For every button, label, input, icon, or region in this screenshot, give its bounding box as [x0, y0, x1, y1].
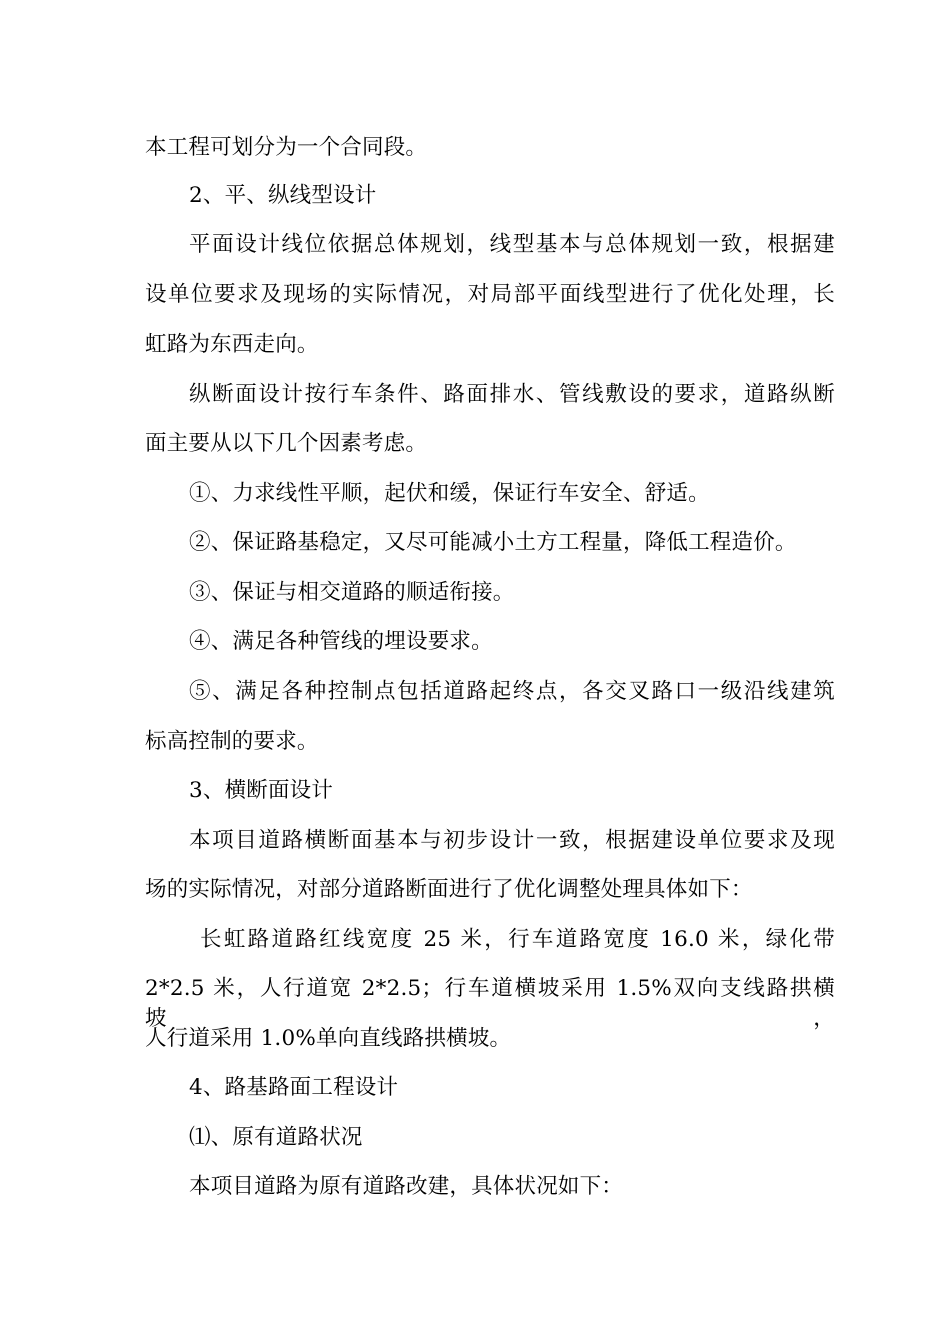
paragraph-existing-road-intro: 本项目道路为原有道路改建，具体状况如下： [189, 1174, 624, 1199]
paragraph-profile-design-line-2: 面主要从以下几个因素考虑。 [145, 431, 428, 456]
paragraph-plan-design-line-3: 虹路为东西走向。 [145, 332, 319, 357]
paragraph-cross-section-line-2: 场的实际情况，对部分道路断面进行了优化调整处理具体如下： [145, 877, 753, 902]
subheading-existing-road-condition: ⑴、原有道路状况 [189, 1125, 363, 1150]
list-item-2: ②、保证路基稳定，又尽可能减小土方工程量，降低工程造价。 [189, 530, 797, 555]
paragraph-cross-section-line-1: 本项目道路横断面基本与初步设计一致，根据建设单位要求及现 [189, 828, 835, 853]
list-item-4: ④、满足各种管线的埋设要求。 [189, 629, 493, 654]
paragraph-profile-design-line-1: 纵断面设计按行车条件、路面排水、管线敷设的要求，道路纵断 [189, 382, 835, 407]
paragraph-road-width-line-3: 人行道采用 1.0%单向直线路拱横坡。 [145, 1026, 512, 1051]
heading-cross-section-design: 3、横断面设计 [189, 778, 334, 803]
list-item-5-line-1: ⑤、满足各种控制点包括道路起终点，各交叉路口一级沿线建筑 [189, 679, 835, 704]
list-item-3: ③、保证与相交道路的顺适衔接。 [189, 580, 515, 605]
list-item-5-line-2: 标高控制的要求。 [145, 729, 319, 754]
heading-alignment-design: 2、平、纵线型设计 [189, 183, 377, 208]
paragraph-road-width-line-2: 2*2.5 米，人行道宽 2*2.5；行车道横坡采用 1.5%双向支线路拱横坡， [145, 976, 835, 1031]
text-line-contract-section: 本工程可划分为一个合同段。 [145, 135, 428, 160]
list-item-1: ①、力求线性平顺，起伏和缓，保证行车安全、舒适。 [189, 481, 710, 506]
heading-subgrade-pavement-design: 4、路基路面工程设计 [189, 1075, 399, 1100]
paragraph-plan-design-line-2: 设单位要求及现场的实际情况，对局部平面线型进行了优化处理，长 [145, 282, 835, 307]
paragraph-road-width-line-1: 长虹路道路红线宽度 25 米，行车道路宽度 16.0 米，绿化带 [200, 927, 835, 952]
paragraph-plan-design-line-1: 平面设计线位依据总体规划，线型基本与总体规划一致，根据建 [189, 232, 835, 257]
